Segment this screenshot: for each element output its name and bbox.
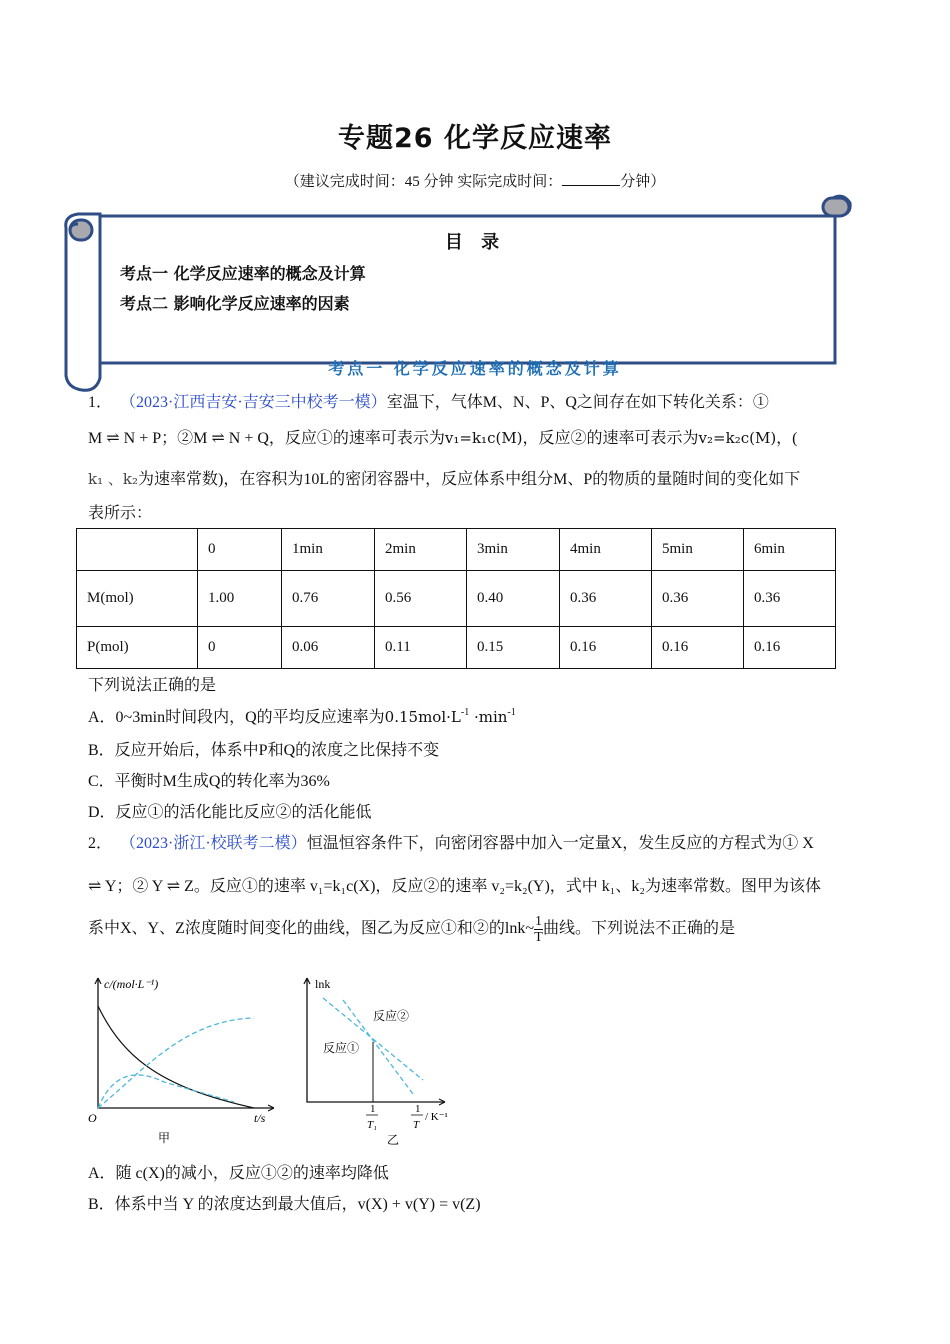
q1-line1: [88, 389, 769, 412]
table-cell: 0.06: [282, 627, 375, 669]
table-cell: 0.40: [467, 571, 560, 627]
q1-text3: ，(: [776, 430, 798, 447]
q1-line3: [88, 466, 800, 489]
fig2-caption: 乙: [387, 1133, 400, 1147]
q1-line2: [88, 425, 798, 448]
q1-text4: 为速率常数)，在容积为10L的密闭容器中，反应体系中组分M、P的物质的量随时间的变化如下: [137, 471, 801, 488]
q1-rate1: v₁=k₁c(M): [444, 429, 523, 447]
time-blank: [562, 171, 620, 186]
toc-heading: 目 录: [444, 232, 506, 253]
curve-z: [98, 1018, 254, 1108]
figure-jia: [84, 970, 284, 1150]
table-cell: 0.76: [282, 571, 375, 627]
q1-option-a-text: A．0~3min时间段内，Q的平均反应速率为: [88, 709, 385, 726]
fig1-xlabel: t/s: [254, 1111, 266, 1125]
q1-option-a-exp2: -1: [507, 707, 516, 718]
q1-option-d[interactable]: D．反应①的活化能比反应②的活化能低: [88, 804, 372, 821]
table-cell: 1.00: [198, 571, 282, 627]
table-cell: [77, 529, 198, 571]
table-cell: M(mol): [77, 571, 198, 627]
table-cell: 0: [198, 627, 282, 669]
q1-line4: 表所示：: [88, 505, 153, 522]
page-title: 专题26 化学反应速率: [338, 123, 612, 154]
fig1-caption: 甲: [158, 1131, 171, 1145]
table-cell: 0.16: [744, 627, 836, 669]
table-row: [77, 627, 836, 669]
fig2-xlabel-unit: / K⁻¹: [425, 1111, 448, 1123]
q2-frac-den: T: [534, 930, 543, 945]
q1-option-c[interactable]: C．平衡时M生成Q的转化率为36%: [88, 773, 330, 790]
q2-line2: ⇌ Y；② Y ⇌ Z。反应①的速率 v₁=k₁c(X)，反应②的速率 v₂=k₂(Y)，式中 k₁、k₂为速率常数。图甲为该体: [88, 878, 821, 895]
q2-option-a[interactable]: A．随 c(X)的减小，反应①②的速率均降低: [88, 1165, 389, 1182]
fig2-tick-den: T₁: [367, 1119, 377, 1131]
time-hint-prefix: （建议完成时间：45 分钟 实际完成时间：: [284, 174, 563, 190]
fig2-ylabel: lnk: [315, 977, 331, 991]
curve-y: [98, 1075, 234, 1108]
q2-fraction: [534, 914, 543, 945]
q1-source: （2023·江西吉安·吉安三中校考一模）: [120, 394, 387, 411]
table-cell: 5min: [652, 529, 744, 571]
table-cell: 0: [198, 529, 282, 571]
table-cell: 0.11: [375, 627, 467, 669]
q1-constants: k₁ 、k₂: [88, 470, 138, 488]
fig2-xlabel-den: T: [413, 1119, 420, 1131]
toc-item-1[interactable]: 考点一 化学反应速率的概念及计算: [120, 264, 366, 283]
table-cell: 1min: [282, 529, 375, 571]
fig1-origin: O: [88, 1111, 97, 1125]
table-cell: 4min: [560, 529, 652, 571]
table-cell: 0.16: [560, 627, 652, 669]
q2-source: （2023·浙江·校联考二模）: [120, 835, 307, 852]
toc-item-2[interactable]: 考点二 影响化学反应速率的因素: [120, 294, 350, 313]
q1-option-a-value: 0.15mol·L: [384, 708, 461, 726]
table-cell: P(mol): [77, 627, 198, 669]
fig2-label-r2: 反应②: [373, 1009, 410, 1023]
q1-eq1: M ⇌ N + P；②: [88, 430, 194, 447]
q1-eq2: M ⇌ N + Q，反应①的速率可表示为: [193, 430, 445, 447]
q2-text3a: 系中X、Y、Z浓度随时间变化的曲线，图乙为反应①和②的lnk~: [88, 920, 534, 938]
table-cell: 3min: [467, 529, 560, 571]
time-hint-suffix: 分钟）: [620, 174, 666, 190]
table-cell: 0.36: [744, 571, 836, 627]
fig2-tick-num: 1: [370, 1103, 376, 1115]
section-heading-1: 考点一 化学反应速率的概念及计算: [328, 359, 622, 378]
table-row: [77, 571, 836, 627]
table-cell: 0.56: [375, 571, 467, 627]
q1-text2: ，反应②的速率可表示为: [522, 430, 699, 447]
q2-text1: 恒温恒容条件下，向密闭容器中加入一定量X，发生反应的方程式为① X: [306, 835, 814, 852]
curve-x: [98, 1006, 254, 1108]
fig2-label-r1: 反应①: [323, 1041, 360, 1055]
q1-data-table: [76, 528, 836, 669]
q1-option-a[interactable]: [88, 704, 516, 727]
table-header-row: [77, 529, 836, 571]
q2-frac-num: 1: [535, 914, 542, 929]
table-cell: 0.36: [652, 571, 744, 627]
fig1-ylabel: c/(mol·L⁻¹): [104, 977, 159, 991]
q1-text1: 室温下，气体M、N、P、Q之间存在如下转化关系：①: [386, 394, 769, 411]
q2-line1: [88, 830, 814, 853]
figure-yi: [295, 970, 460, 1150]
q1-prompt: 下列说法正确的是: [88, 677, 217, 694]
q2-text3b: 曲线。下列说法不正确的是: [543, 920, 736, 938]
table-cell: 2min: [375, 529, 467, 571]
q1-number: 1．: [88, 394, 113, 411]
table-cell: 0.36: [560, 571, 652, 627]
q1-option-a-exp1: -1: [460, 707, 470, 718]
q1-rate2: v₂=k₂c(M): [698, 429, 777, 447]
table-cell: 0.16: [652, 627, 744, 669]
q2-option-b[interactable]: B．体系中当 Y 的浓度达到最大值后，v(X) + v(Y) = v(Z): [88, 1196, 481, 1213]
q1-option-b[interactable]: B．反应开始后，体系中P和Q的浓度之比保持不变: [88, 742, 440, 759]
q1-option-a-unit: ·min: [469, 708, 508, 726]
fig2-xlabel-num: 1: [415, 1103, 421, 1115]
q2-number: 2．: [88, 835, 113, 852]
q2-line3: [88, 914, 735, 945]
table-cell: 0.15: [467, 627, 560, 669]
table-cell: 6min: [744, 529, 836, 571]
